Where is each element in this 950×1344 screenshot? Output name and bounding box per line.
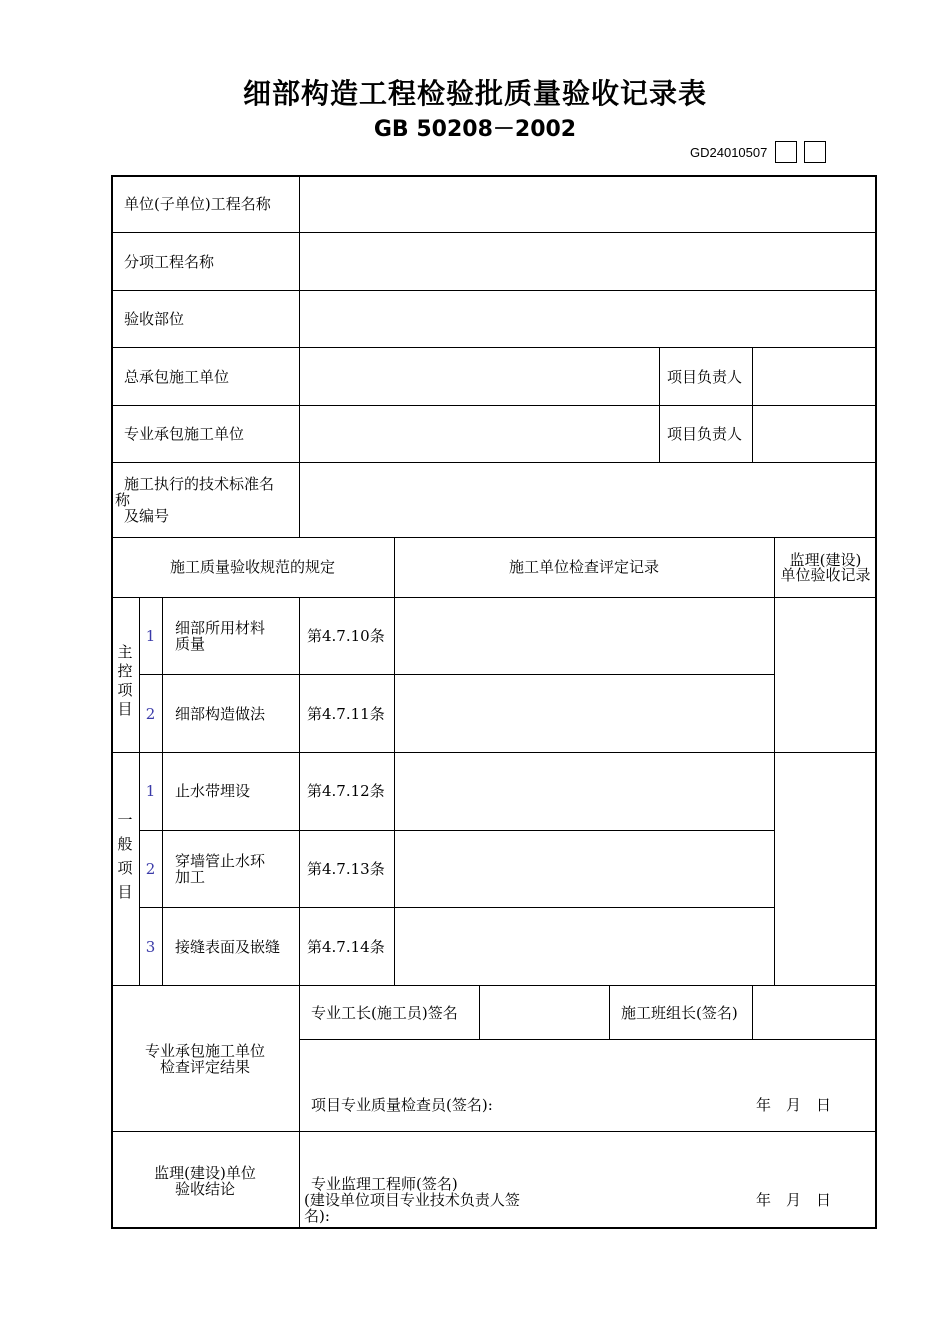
col-divider [299, 175, 300, 537]
supervisor-result-label: 验收结论 [174, 1180, 235, 1198]
standard-label: 称 [115, 491, 131, 509]
supervisor-result-label: 监理(建设)单位 [154, 1164, 256, 1182]
general-group-label: 一般项目 [117, 811, 133, 901]
unit-project-label: 单位(子单位)工程名称 [124, 195, 271, 213]
owner-signature-label: (建设单位项目专业技术负责人签 [304, 1191, 520, 1209]
item-number: 3 [145, 938, 156, 956]
row-divider [111, 290, 877, 291]
standard-number: GB 50208－2002 [373, 117, 577, 142]
item-name: 质量 [175, 635, 206, 653]
col-divider [774, 537, 775, 985]
contractor-record-cell[interactable] [396, 909, 773, 984]
acceptance-part-field[interactable] [301, 292, 875, 346]
item-name: 细部构造做法 [175, 705, 266, 723]
foreman-signature-label: 专业工长(施工员)签名 [311, 1004, 458, 1022]
contractor-record-header: 施工单位检查评定记录 [508, 558, 659, 576]
item-clause: 第4.7.13条 [307, 860, 385, 878]
unit-project-field[interactable] [301, 177, 875, 231]
contractor-result-label: 专业承包施工单位 [144, 1042, 265, 1060]
row-divider [111, 347, 877, 348]
row-divider [111, 985, 877, 986]
project-manager-field[interactable] [754, 407, 875, 461]
col-divider [609, 985, 610, 1039]
row-divider [111, 537, 877, 538]
row-divider [111, 405, 877, 406]
item-clause: 第4.7.10条 [307, 627, 385, 645]
acceptance-part-label: 验收部位 [124, 310, 185, 328]
item-name: 止水带埋设 [175, 782, 251, 800]
standard-field[interactable] [301, 464, 875, 536]
project-manager-label: 项目负责人 [667, 425, 743, 443]
item-name: 加工 [175, 868, 206, 886]
supervisor-header: 监理(建设) [789, 551, 862, 569]
row-divider [111, 1131, 877, 1132]
item-name: 穿墙管止水环 [175, 852, 266, 870]
sub-project-label: 分项工程名称 [124, 253, 215, 271]
row-divider [111, 232, 877, 233]
owner-signature-label: 名): [304, 1207, 330, 1225]
col-divider [659, 347, 660, 462]
date-label: 年 月 日 [756, 1096, 832, 1114]
team-leader-signature-label: 施工班组长(签名) [621, 1004, 738, 1022]
sub-project-field[interactable] [301, 234, 875, 289]
contractor-record-cell[interactable] [396, 599, 773, 673]
contractor-record-cell[interactable] [396, 754, 773, 829]
supervisor-record-cell[interactable] [776, 754, 875, 984]
item-number: 1 [145, 627, 156, 645]
engineer-signature-label: 专业监理工程师(签名) [311, 1175, 458, 1193]
project-manager-label: 项目负责人 [667, 368, 743, 386]
foreman-signature-field[interactable] [481, 987, 608, 1038]
row-divider [139, 674, 774, 675]
col-divider [752, 985, 753, 1039]
item-clause: 第4.7.14条 [307, 938, 385, 956]
item-number: 1 [145, 782, 156, 800]
row-divider [299, 1039, 877, 1040]
contractor-record-cell[interactable] [396, 832, 773, 906]
col-divider [479, 985, 480, 1039]
form-code-box-2[interactable] [804, 141, 826, 163]
supervisor-record-cell[interactable] [776, 599, 875, 751]
item-name: 细部所用材料 [175, 619, 266, 637]
team-leader-signature-field[interactable] [754, 987, 875, 1038]
contractor-result-label: 检查评定结果 [159, 1058, 250, 1076]
general-contractor-label: 总承包施工单位 [124, 368, 230, 386]
item-number: 2 [145, 860, 156, 878]
row-divider [111, 597, 877, 598]
main-control-group-label: 主控项目 [117, 643, 133, 718]
specialty-contractor-field[interactable] [301, 407, 658, 461]
form-title: 细部构造工程检验批质量验收记录表 [242, 77, 707, 110]
item-clause: 第4.7.11条 [307, 705, 385, 723]
standard-label: 及编号 [124, 507, 170, 525]
item-clause: 第4.7.12条 [307, 782, 385, 800]
general-contractor-field[interactable] [301, 349, 658, 404]
spec-header: 施工质量验收规范的规定 [169, 558, 335, 576]
row-divider [139, 907, 774, 908]
standard-label: 施工执行的技术标准名 [124, 475, 275, 493]
col-divider [394, 537, 395, 985]
row-divider [111, 752, 877, 753]
col-divider [752, 347, 753, 462]
row-divider [139, 830, 774, 831]
form-code-box-1[interactable] [775, 141, 797, 163]
supervisor-header: 单位验收记录 [780, 566, 871, 584]
item-name: 接缝表面及嵌缝 [175, 938, 281, 956]
col-divider [162, 597, 163, 985]
specialty-contractor-label: 专业承包施工单位 [124, 425, 245, 443]
contractor-record-cell[interactable] [396, 676, 773, 751]
form-code: GD24010507 [690, 145, 768, 160]
row-divider [111, 462, 877, 463]
inspector-signature-label: 项目专业质量检查员(签名): [311, 1096, 493, 1114]
date-label: 年 月 日 [756, 1191, 832, 1209]
item-number: 2 [145, 705, 156, 723]
project-manager-field[interactable] [754, 349, 875, 404]
col-divider [299, 597, 300, 1229]
